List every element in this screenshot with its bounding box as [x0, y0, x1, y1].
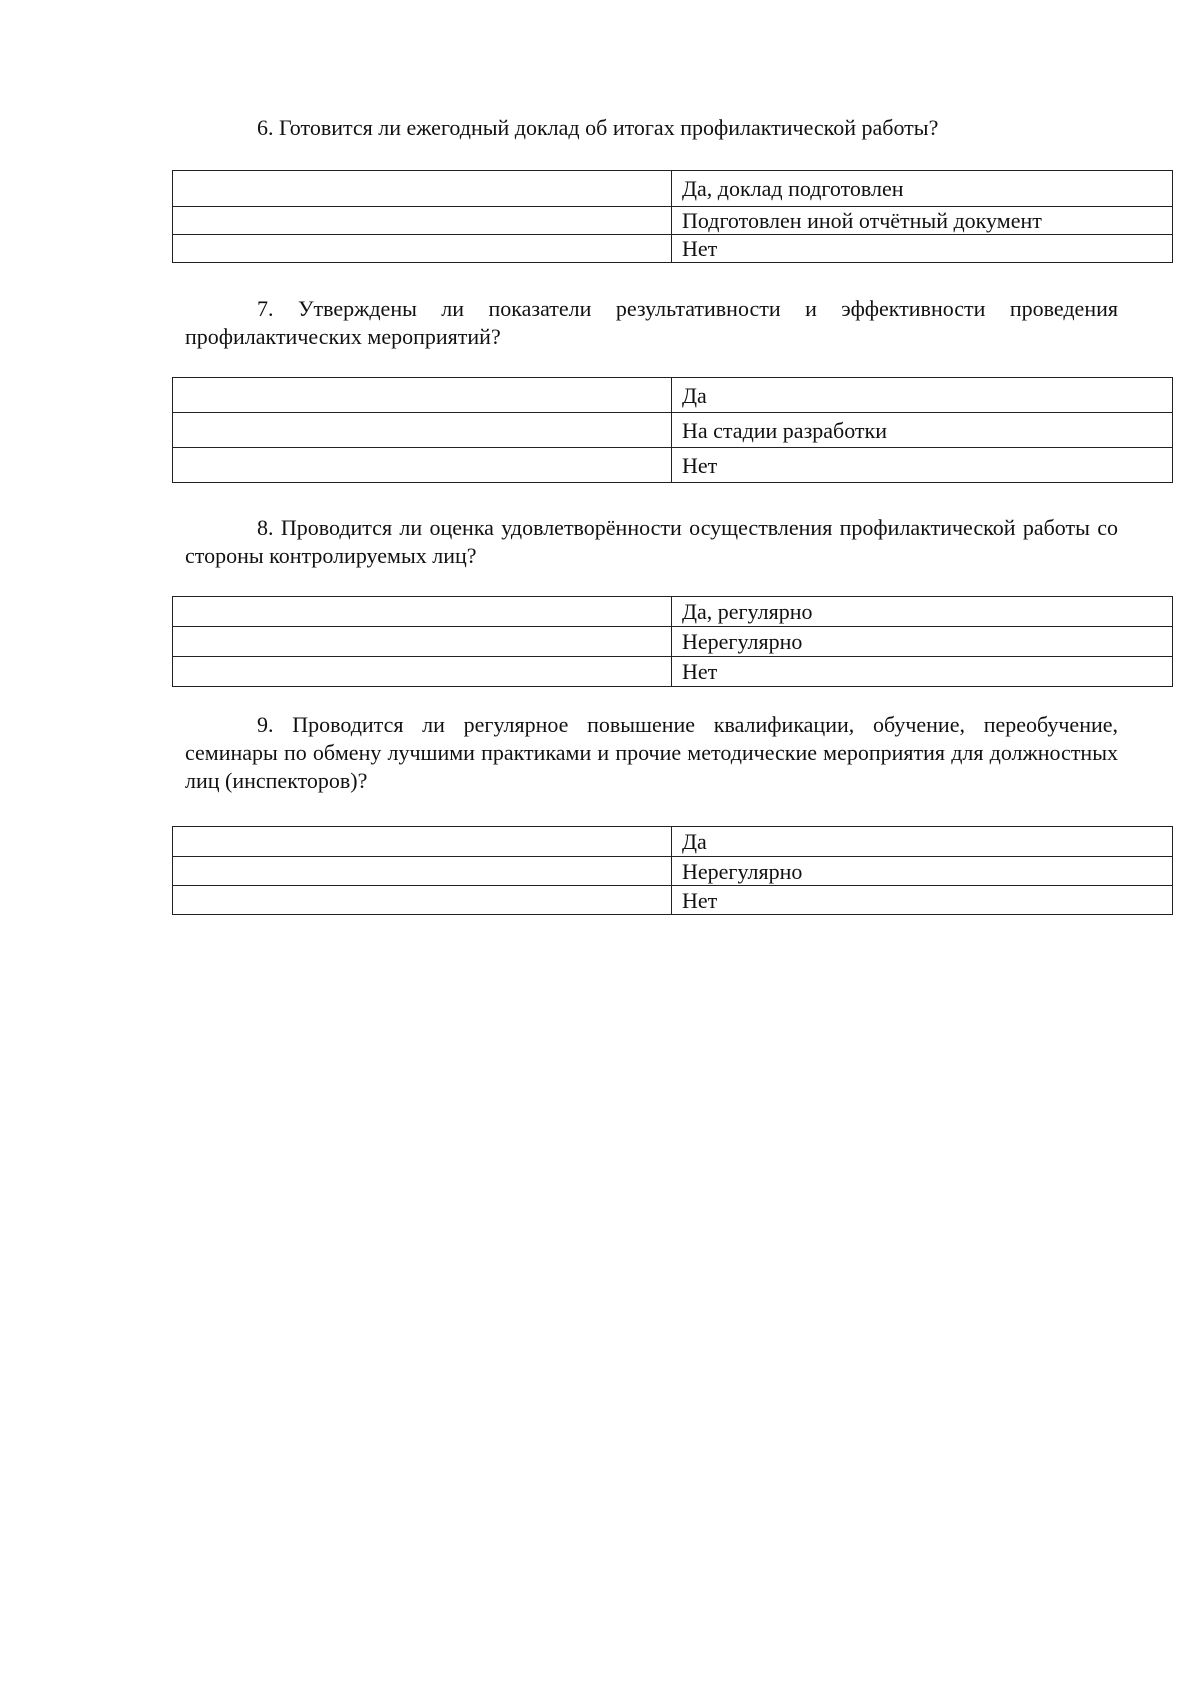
answer-option: Нерегулярно [672, 627, 1173, 657]
answer-option: Да, доклад подготовлен [672, 171, 1173, 207]
answer-option: На стадии разработки [672, 413, 1173, 448]
answer-option: Да [672, 827, 1173, 857]
question-9-text: 9. Проводится ли регулярное повышение квалификации, обучение, переобучение, семинары по обмену лучшими практиками и прочие методические мероприятия для должностных лиц (инспекторов)? [185, 712, 1118, 793]
answer-option: Нет [672, 448, 1173, 483]
answer-row [173, 378, 1173, 413]
answer-blank-cell[interactable] [173, 413, 672, 448]
answer-row [173, 448, 1173, 483]
answer-option: Нерегулярно [672, 857, 1173, 886]
answer-blank-cell[interactable] [173, 827, 672, 857]
question-8-answer-table [172, 596, 1173, 687]
question-8-text: 8. Проводится ли оценка удовлетворённости осуществления профилактической работы со стороны контролируемых лиц? [185, 515, 1118, 568]
answer-row [173, 627, 1173, 657]
question-6-answer-table [172, 170, 1173, 263]
answer-row [173, 827, 1173, 857]
answer-option: Нет [672, 886, 1173, 915]
answer-blank-cell[interactable] [173, 857, 672, 886]
answer-row [173, 171, 1173, 207]
answer-blank-cell[interactable] [173, 627, 672, 657]
answer-option: Да [672, 378, 1173, 413]
answer-blank-cell[interactable] [173, 171, 672, 207]
answer-row [173, 597, 1173, 627]
answer-blank-cell[interactable] [173, 886, 672, 915]
answer-blank-cell[interactable] [173, 378, 672, 413]
answer-option: Нет [672, 235, 1173, 263]
answer-option: Нет [672, 657, 1173, 687]
answer-row [173, 413, 1173, 448]
answer-row [173, 207, 1173, 235]
answer-blank-cell[interactable] [173, 657, 672, 687]
question-7-answer-table [172, 377, 1173, 483]
answer-blank-cell[interactable] [173, 235, 672, 263]
answer-blank-cell[interactable] [173, 597, 672, 627]
answer-row [173, 886, 1173, 915]
question-6-text: 6. Готовится ли ежегодный доклад об итогах профилактической работы? [257, 115, 939, 140]
answer-row [173, 857, 1173, 886]
answer-row [173, 235, 1173, 263]
question-9-answer-table [172, 826, 1173, 915]
answer-option: Подготовлен иной отчётный документ [672, 207, 1173, 235]
answer-option: Да, регулярно [672, 597, 1173, 627]
question-7-text: 7. Утверждены ли показатели результативности и эффективности проведения профилактических мероприятий? [185, 296, 1118, 349]
answer-row [173, 657, 1173, 687]
answer-blank-cell[interactable] [173, 448, 672, 483]
answer-blank-cell[interactable] [173, 207, 672, 235]
